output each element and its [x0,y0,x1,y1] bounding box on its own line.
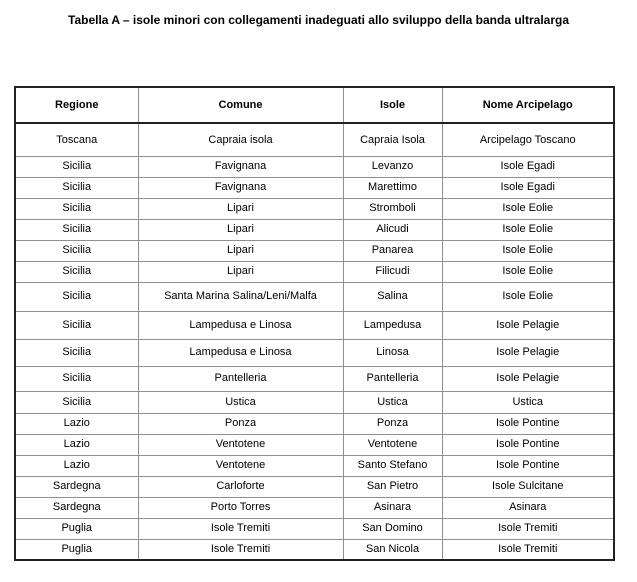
table-row [15,156,614,177]
cell-regione: Sicilia [15,391,138,413]
cell-comune: Favignana [138,177,343,198]
cell-arcipelago: Isole Pelagie [442,311,614,339]
cell-arcipelago: Isole Egadi [442,156,614,177]
cell-regione: Sicilia [15,240,138,261]
cell-comune: Pantelleria [138,366,343,391]
table-row [15,282,614,311]
cell-arcipelago: Isole Pelagie [442,366,614,391]
cell-regione: Lazio [15,455,138,476]
table-row [15,497,614,518]
cell-isole: Pantelleria [343,366,442,391]
cell-arcipelago: Isole Pontine [442,413,614,434]
table-row [15,311,614,339]
cell-regione: Sicilia [15,282,138,311]
cell-isole: Ponza [343,413,442,434]
table-row [15,391,614,413]
cell-regione: Sicilia [15,366,138,391]
table-body [15,123,614,560]
cell-comune: Ventotene [138,455,343,476]
cell-isole: San Domino [343,518,442,539]
table-row [15,366,614,391]
cell-arcipelago: Isole Pontine [442,434,614,455]
cell-comune: Lipari [138,219,343,240]
cell-regione: Sicilia [15,261,138,282]
cell-arcipelago: Isole Pelagie [442,339,614,366]
cell-isole: Filicudi [343,261,442,282]
cell-isole: San Pietro [343,476,442,497]
cell-comune: Carloforte [138,476,343,497]
cell-isole: Panarea [343,240,442,261]
column-header-arcipelago: Nome Arcipelago [442,87,614,123]
header-row [15,87,614,123]
column-header-isole: Isole [343,87,442,123]
cell-comune: Santa Marina Salina/Leni/Malfa [138,282,343,311]
cell-regione: Sicilia [15,198,138,219]
islands-table [14,86,615,561]
cell-comune: Ponza [138,413,343,434]
table-row [15,476,614,497]
column-header-regione: Regione [15,87,138,123]
cell-isole: Santo Stefano [343,455,442,476]
cell-arcipelago: Asinara [442,497,614,518]
table-caption: Tabella A – isole minori con collegamenti inadeguati allo sviluppo della banda ultralarga [68,13,569,27]
cell-arcipelago: Isole Tremiti [442,539,614,560]
cell-regione: Puglia [15,539,138,560]
cell-comune: Porto Torres [138,497,343,518]
table-row [15,518,614,539]
cell-isole: Asinara [343,497,442,518]
table-row [15,339,614,366]
cell-comune: Lampedusa e Linosa [138,339,343,366]
table-row [15,455,614,476]
cell-comune: Isole Tremiti [138,518,343,539]
cell-isole: Marettimo [343,177,442,198]
table-row [15,123,614,156]
cell-isole: Ustica [343,391,442,413]
cell-comune: Ventotene [138,434,343,455]
cell-comune: Isole Tremiti [138,539,343,560]
cell-arcipelago: Isole Eolie [442,261,614,282]
cell-isole: Stromboli [343,198,442,219]
cell-regione: Sicilia [15,311,138,339]
cell-comune: Ustica [138,391,343,413]
cell-arcipelago: Isole Egadi [442,177,614,198]
table-row [15,219,614,240]
cell-comune: Capraia isola [138,123,343,156]
cell-arcipelago: Isole Sulcitane [442,476,614,497]
table-row [15,198,614,219]
cell-arcipelago: Isole Pontine [442,455,614,476]
table-row [15,177,614,198]
cell-comune: Favignana [138,156,343,177]
table-row [15,261,614,282]
cell-isole: Lampedusa [343,311,442,339]
cell-isole: Alicudi [343,219,442,240]
cell-regione: Sardegna [15,497,138,518]
cell-isole: San Nicola [343,539,442,560]
cell-arcipelago: Isole Eolie [442,198,614,219]
cell-regione: Sicilia [15,339,138,366]
cell-regione: Lazio [15,434,138,455]
cell-isole: Capraia Isola [343,123,442,156]
cell-arcipelago: Isole Tremiti [442,518,614,539]
cell-isole: Levanzo [343,156,442,177]
cell-isole: Ventotene [343,434,442,455]
cell-regione: Sardegna [15,476,138,497]
cell-comune: Lipari [138,198,343,219]
cell-comune: Lipari [138,261,343,282]
cell-regione: Lazio [15,413,138,434]
cell-comune: Lampedusa e Linosa [138,311,343,339]
table-row [15,434,614,455]
cell-regione: Toscana [15,123,138,156]
cell-arcipelago: Isole Eolie [442,282,614,311]
cell-regione: Sicilia [15,156,138,177]
cell-arcipelago: Arcipelago Toscano [442,123,614,156]
cell-arcipelago: Isole Eolie [442,219,614,240]
table-row [15,539,614,560]
table-row [15,413,614,434]
cell-isole: Salina [343,282,442,311]
column-header-comune: Comune [138,87,343,123]
cell-isole: Linosa [343,339,442,366]
cell-regione: Sicilia [15,219,138,240]
cell-comune: Lipari [138,240,343,261]
table-row [15,240,614,261]
cell-arcipelago: Ustica [442,391,614,413]
cell-arcipelago: Isole Eolie [442,240,614,261]
cell-regione: Puglia [15,518,138,539]
cell-regione: Sicilia [15,177,138,198]
